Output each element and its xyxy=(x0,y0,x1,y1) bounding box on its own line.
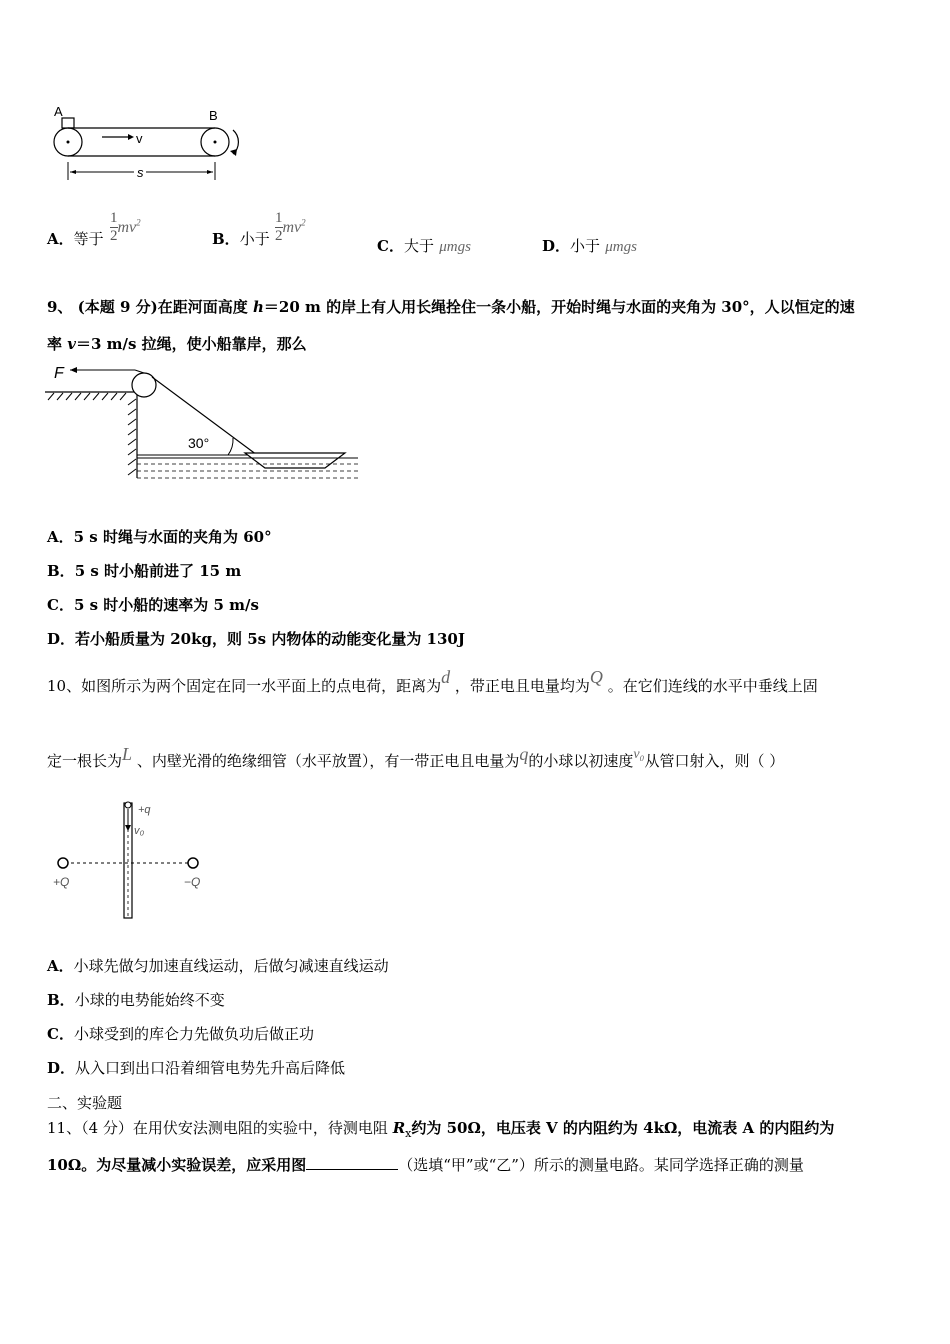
q9-option-d: D．若小船质量为 20kg，则 5s 内物体的动能变化量为 130J xyxy=(47,630,465,648)
label-s: s xyxy=(137,165,144,180)
block-a xyxy=(62,118,74,128)
ball-charge-label: +q xyxy=(138,804,151,816)
charges-figure xyxy=(50,795,220,925)
charge-right xyxy=(188,858,198,868)
v0-label: v₀ xyxy=(134,825,145,837)
q8-option-a-formula: $\frac{1}{2}mv^2$ xyxy=(110,210,141,244)
belt-figure xyxy=(40,100,260,190)
q11-line1: 11、（4 分）在用伏安法测电阻的实验中，待测电阻 $R_x$约为 50Ω，电压表 V 的内阻约为 4kΩ，电流表 A 的内阻约为 xyxy=(47,1119,835,1140)
section-title: 二、实验题 xyxy=(47,1094,123,1112)
q8-option-d: D．小于 μmgs xyxy=(542,237,637,255)
q10-option-d: D．从入口到出口沿着细管电势先升高后降低 xyxy=(47,1059,346,1077)
q8-option-b-formula: $\frac{1}{2}mv^2$ xyxy=(275,210,306,244)
q8-option-a: A．等于 xyxy=(47,230,104,248)
force-label: F xyxy=(54,365,64,382)
angle-label: 30° xyxy=(188,435,210,451)
q11-line2: 10Ω。为尽量减小实验误差，应采用图 （选填“甲”或“乙”）所示的测量电路。某同学选择正确的测量 xyxy=(47,1156,804,1174)
q9-line2: 率 v＝3 m/s 拉绳，使小船靠岸，那么 xyxy=(47,335,307,353)
answer-blank[interactable] xyxy=(306,1155,398,1170)
angle-arc xyxy=(228,438,233,455)
q9-option-a: A．5 s 时绳与水面的夹角为 60° xyxy=(47,528,272,546)
small-ball xyxy=(125,802,131,808)
q10-line1: 10、如图所示为两个固定在同一水平面上的点电荷，距离为d ，带正电且电量均为Q 。在它们连线的水平中垂线上固 xyxy=(47,667,818,695)
q10-option-c: C．小球受到的库仑力先做负功后做正功 xyxy=(47,1025,314,1043)
q9-option-c: C．5 s 时小船的速率为 5 m/s xyxy=(47,596,259,614)
label-b: B xyxy=(209,108,218,123)
q9-line1: 9、 (本题 9 分)在距河面高度 h＝20 m 的岸上有人用长绳拴住一条小船，开始时绳与水面的夹角为 30°，人以恒定的速 xyxy=(47,298,855,316)
boat-figure xyxy=(40,360,370,490)
q8-option-b: B．小于 xyxy=(212,230,270,248)
q10-option-b: B．小球的电势能始终不变 xyxy=(47,991,225,1009)
charge-right-label: −Q xyxy=(184,875,201,889)
boat-hull xyxy=(245,453,345,468)
label-a: A xyxy=(54,104,63,119)
charge-left xyxy=(58,858,68,868)
q10-option-a: A．小球先做匀加速直线运动，后做匀减速直线运动 xyxy=(47,957,389,975)
charge-left-label: +Q xyxy=(53,875,70,889)
q8-option-c: C．大于 μmgs xyxy=(377,237,471,255)
q9-option-b: B．5 s 时小船前进了 15 m xyxy=(47,562,242,580)
label-v: v xyxy=(136,131,143,146)
q10-line2: 定一根长为L 、内壁光滑的绝缘细管（水平放置），有一带正电且电量为q的小球以初速度v₀从管口射入，则（ ） xyxy=(47,744,785,770)
